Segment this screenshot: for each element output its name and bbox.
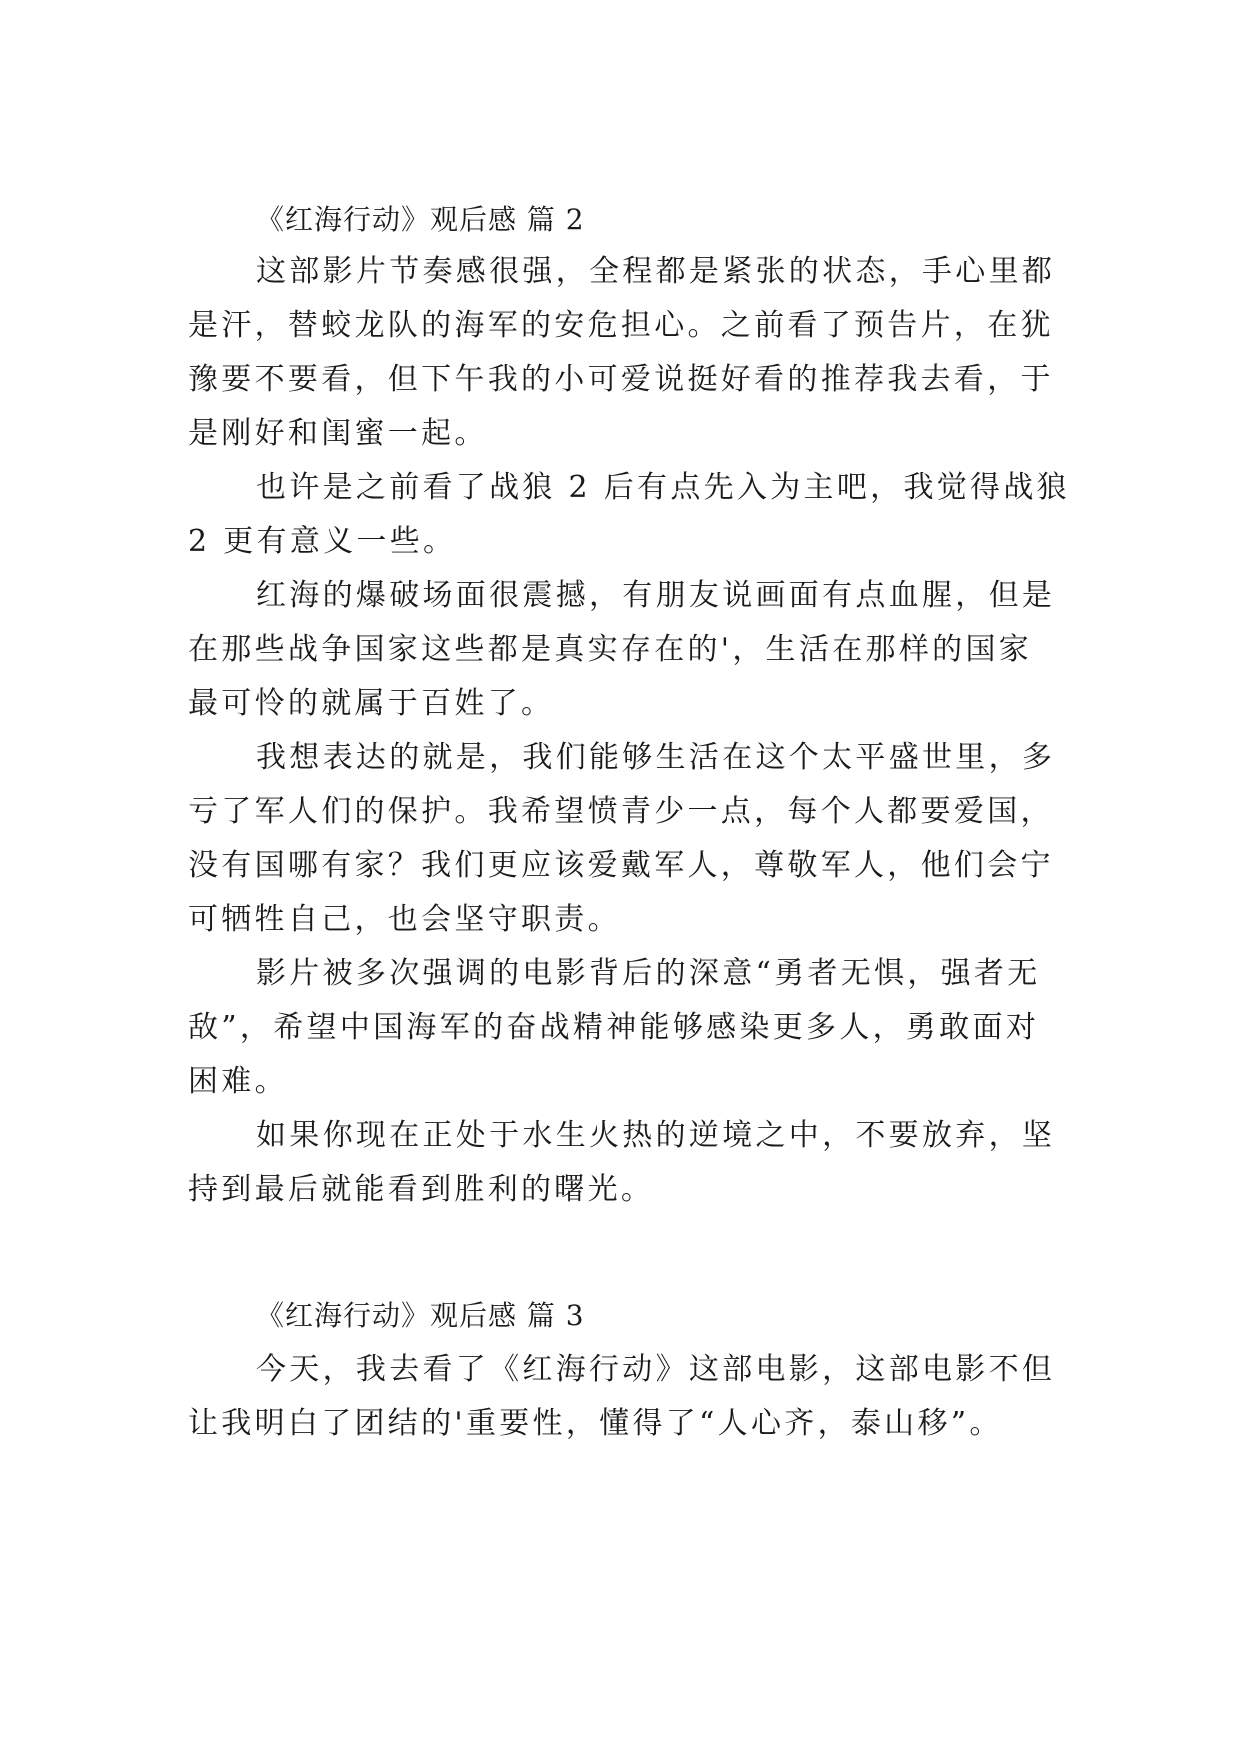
paragraph-line: 如果你现在正处于水生火热的逆境之中，不要放弃，坚 [256, 1118, 1056, 1153]
paragraph-line: 敌”，希望中国海军的奋战精神能够感染更多人，勇敢面对 [188, 1010, 1040, 1045]
section-title: 《红海行动》观后感 篇 2 [256, 203, 585, 236]
paragraph-line: 持到最后就能看到胜利的曙光。 [188, 1172, 655, 1207]
paragraph-line: 在那些战争国家这些都是真实存在的'，生活在那样的国家 [188, 632, 1033, 667]
paragraph-line: 我想表达的就是，我们能够生活在这个太平盛世里，多 [256, 740, 1056, 775]
paragraph-line: 是刚好和闺蜜一起。 [188, 416, 488, 451]
paragraph-line: 红海的爆破场面很震撼，有朋友说画面有点血腥，但是 [256, 578, 1056, 613]
paragraph-line: 这部影片节奏感很强，全程都是紧张的状态，手心里都 [256, 254, 1056, 289]
paragraph-line: 让我明白了团结的'重要性，懂得了“人心齐，泰山移”。 [188, 1406, 1003, 1441]
paragraph-line: 最可怜的就属于百姓了。 [188, 686, 555, 721]
paragraph-line: 也许是之前看了战狼 2 后有点先入为主吧，我觉得战狼 [256, 470, 1070, 505]
paragraph-line: 影片被多次强调的电影背后的深意“勇者无惧，强者无 [256, 956, 1041, 991]
section-title: 《红海行动》观后感 篇 3 [256, 1299, 585, 1332]
paragraph-line: 亏了军人们的保护。我希望愤青少一点，每个人都要爱国， [188, 794, 1054, 829]
paragraph-line: 困难。 [188, 1064, 288, 1099]
paragraph-line: 可牺牲自己，也会坚守职责。 [188, 902, 621, 937]
paragraph-line: 2 更有意义一些。 [188, 524, 457, 559]
paragraph-line: 没有国哪有家？我们更应该爱戴军人，尊敬军人，他们会宁 [188, 848, 1054, 883]
paragraph-line: 豫要不要看，但下午我的小可爱说挺好看的推荐我去看，于 [188, 362, 1054, 397]
paragraph-line: 是汗，替蛟龙队的海军的安危担心。之前看了预告片，在犹 [188, 308, 1054, 343]
paragraph-line: 今天，我去看了《红海行动》这部电影，这部电影不但 [256, 1352, 1056, 1387]
